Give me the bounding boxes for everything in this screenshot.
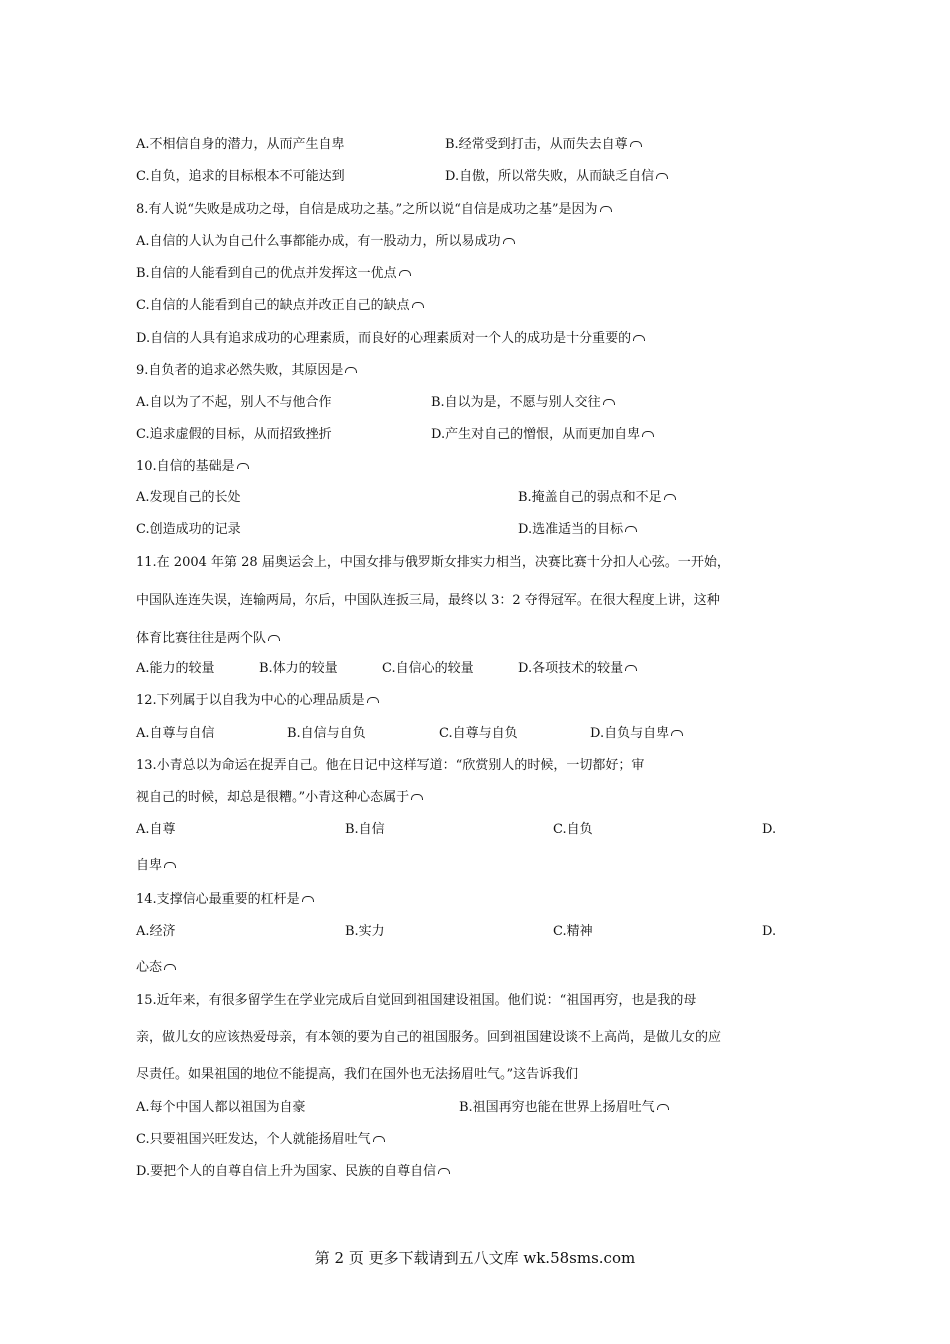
text-line: [762, 924, 776, 940]
text-line: [136, 459, 249, 475]
line-text: B.体力的较量: [259, 661, 338, 676]
text-line: [136, 924, 176, 940]
text-line: [382, 661, 474, 677]
text-line: [445, 169, 668, 185]
answer-mark-icon: [412, 302, 424, 308]
line-text: A.自信的人认为自己什么事都能办成，有一股动力，所以易成功: [136, 234, 501, 249]
text-line: [136, 631, 280, 647]
line-text: D.各项技术的较量: [518, 661, 624, 676]
line-text: D.产生对自己的憎恨，从而更加自卑: [431, 427, 641, 442]
answer-mark-icon: [302, 896, 314, 902]
answer-mark-icon: [438, 1168, 450, 1174]
answer-mark-icon: [237, 463, 249, 469]
line-text: D.自信的人具有追求成功的心理素质，而良好的心理素质对一个人的成功是十分重要的: [136, 331, 632, 346]
text-line: [136, 1100, 306, 1116]
text-line: [136, 298, 424, 314]
text-line: [136, 1030, 721, 1046]
line-text: C.只要祖国兴旺发达，个人就能扬眉吐气: [136, 1132, 371, 1147]
answer-mark-icon: [399, 270, 411, 276]
text-line: [553, 924, 593, 940]
text-line: [345, 822, 385, 838]
answer-mark-icon: [630, 141, 642, 147]
answer-mark-icon: [164, 964, 176, 970]
line-text: D.: [762, 924, 777, 939]
text-line: [590, 726, 683, 742]
line-text: 视自己的时候，却总是很糟。”小青这种心态属于: [136, 790, 410, 805]
line-text: 中国队连连失误，连输两局，尔后，中国队连扳三局，最终以 3：2 夺得冠军。在很大程度上讲，这种: [136, 593, 720, 608]
line-text: B.祖国再穷也能在世界上扬眉吐气: [459, 1100, 655, 1115]
text-line: [136, 202, 612, 218]
text-line: [136, 993, 696, 1009]
answer-mark-icon: [625, 526, 637, 532]
answer-mark-icon: [164, 862, 176, 868]
line-text: B.掩盖自己的弱点和不足: [518, 490, 662, 505]
line-text: 9.自负者的追求必然失败，其原因是: [136, 363, 344, 378]
text-line: [136, 234, 515, 250]
text-line: [136, 892, 314, 908]
text-line: [518, 522, 637, 538]
answer-mark-icon: [603, 399, 615, 405]
line-text: 尽责任。如果祖国的地位不能提高，我们在国外也无法扬眉吐气。”这告诉我们: [136, 1067, 579, 1082]
text-line: [136, 555, 730, 571]
line-text: C.自负: [553, 822, 593, 837]
line-text: A.能力的较量: [136, 661, 215, 676]
answer-mark-icon: [367, 697, 379, 703]
line-text: C.精神: [553, 924, 593, 939]
text-line: [136, 490, 241, 506]
line-text: B.自信: [345, 822, 385, 837]
line-text: C.自信心的较量: [382, 661, 474, 676]
line-text: 12.下列属于以自我为中心的心理品质是: [136, 693, 365, 708]
text-line: [136, 960, 176, 976]
line-text: B.实力: [345, 924, 385, 939]
line-text: 心态: [136, 960, 163, 975]
answer-mark-icon: [657, 1104, 669, 1110]
line-text: A.自尊与自信: [136, 726, 215, 741]
answer-mark-icon: [600, 206, 612, 212]
line-text: 11.在 2004 年第 28 届奥运会上，中国女排与俄罗斯女排实力相当，决赛比赛十分扣人心弦。一开始，: [136, 555, 730, 570]
text-line: [136, 427, 332, 443]
line-text: B.经常受到打击，从而失去自尊: [445, 137, 628, 152]
text-line: [459, 1100, 669, 1116]
page-footer: 第 2 页 更多下载请到五八文库 wk.58sms.com: [314, 1249, 636, 1267]
answer-mark-icon: [503, 238, 515, 244]
text-line: [136, 693, 379, 709]
line-text: A.经济: [136, 924, 176, 939]
line-text: 10.自信的基础是: [136, 459, 235, 474]
line-text: 体育比赛往往是两个队: [136, 631, 267, 646]
line-text: 8.有人说“失败是成功之母，自信是成功之基。”之所以说“自信是成功之基”是因为: [136, 202, 598, 217]
line-text: D.要把个人的自尊自信上升为国家、民族的自尊自信: [136, 1164, 437, 1179]
text-line: [136, 593, 720, 609]
line-text: B.自信的人能看到自己的优点并发挥这一优点: [136, 266, 397, 281]
line-text: 13.小青总以为命运在捉弄自己。他在日记中这样写道：“欣赏别人的时候，一切都好；审: [136, 758, 645, 773]
text-line: [518, 490, 676, 506]
line-text: B.自以为是，不愿与别人交往: [431, 395, 601, 410]
text-line: [136, 363, 357, 379]
text-line: [136, 522, 241, 538]
answer-mark-icon: [664, 494, 676, 500]
text-line: [136, 1067, 578, 1083]
text-line: [136, 1132, 385, 1148]
text-line: [136, 661, 215, 677]
line-text: C.自信的人能看到自己的缺点并改正自己的缺点: [136, 298, 410, 313]
text-line: [259, 661, 338, 677]
line-text: C.创造成功的记录: [136, 522, 241, 537]
line-text: 亲，做儿女的应该热爱母亲，有本领的要为自己的祖国服务。回到祖国建设谈不上高尚，是做儿女的应: [136, 1030, 722, 1045]
text-line: [518, 661, 637, 677]
line-text: A.发现自己的长处: [136, 490, 241, 505]
line-text: B.自信与自负: [287, 726, 366, 741]
line-text: C.自负，追求的目标根本不可能达到: [136, 169, 345, 184]
line-text: D.自负与自卑: [590, 726, 670, 741]
text-line: [136, 822, 176, 838]
text-line: [445, 137, 642, 153]
text-line: [136, 1164, 450, 1180]
text-line: [439, 726, 518, 742]
answer-mark-icon: [642, 431, 654, 437]
answer-mark-icon: [625, 665, 637, 671]
text-line: [136, 266, 411, 282]
line-text: A.自尊: [136, 822, 176, 837]
text-line: [136, 169, 345, 185]
text-line: [287, 726, 366, 742]
text-line: [136, 758, 644, 774]
answer-mark-icon: [373, 1136, 385, 1142]
text-line: [136, 395, 332, 411]
answer-mark-icon: [345, 367, 357, 373]
line-text: C.追求虚假的目标，从而招致挫折: [136, 427, 332, 442]
text-line: [431, 427, 654, 443]
line-text: D.选准适当的目标: [518, 522, 624, 537]
line-text: C.自尊与自负: [439, 726, 518, 741]
line-text: 自卑: [136, 858, 163, 873]
text-line: [136, 726, 215, 742]
text-line: [431, 395, 615, 411]
text-line: [553, 822, 593, 838]
answer-mark-icon: [411, 794, 423, 800]
line-text: A.每个中国人都以祖国为自豪: [136, 1100, 306, 1115]
text-line: [136, 137, 345, 153]
line-text: A.自以为了不起，别人不与他合作: [136, 395, 332, 410]
answer-mark-icon: [656, 173, 668, 179]
answer-mark-icon: [633, 335, 645, 341]
line-text: A.不相信自身的潜力，从而产生自卑: [136, 137, 345, 152]
line-text: 14.支撑信心最重要的杠杆是: [136, 892, 300, 907]
line-text: D.: [762, 822, 777, 837]
text-line: [136, 858, 176, 874]
text-line: [345, 924, 385, 940]
text-line: [136, 331, 645, 347]
answer-mark-icon: [671, 730, 683, 736]
line-text: 15.近年来，有很多留学生在学业完成后自觉回到祖国建设祖国。他们说：“祖国再穷，也是我的母: [136, 993, 697, 1008]
text-line: [762, 822, 776, 838]
text-line: [136, 790, 423, 806]
answer-mark-icon: [268, 635, 280, 641]
line-text: D.自傲，所以常失败，从而缺乏自信: [445, 169, 655, 184]
